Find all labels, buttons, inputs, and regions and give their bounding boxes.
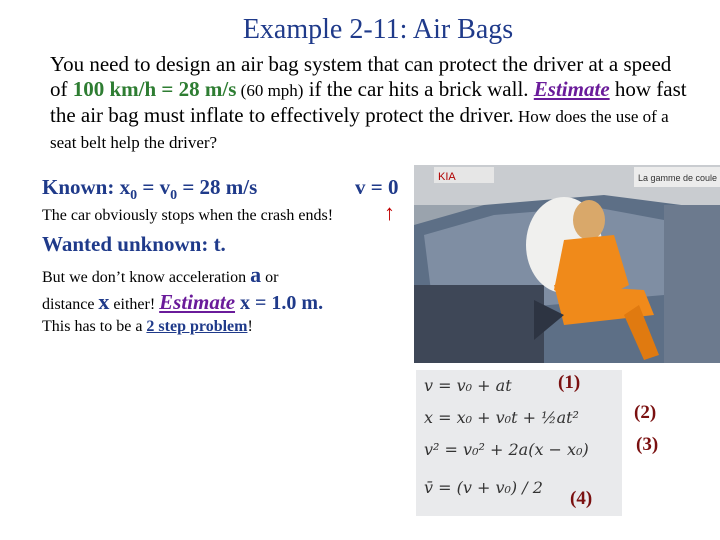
known-line — [42, 175, 257, 204]
estimate-link-2[interactable]: Estimate — [159, 290, 236, 314]
known-sub-v: 0 — [170, 188, 178, 204]
intro-text-1: You need to design an air bag system that can protect the driver at a speed of — [50, 52, 672, 101]
intro-text-3: how fast the air bag must inflate to effectively protect the driver. — [50, 77, 687, 127]
symbol-a: a — [250, 262, 262, 287]
two-step-line — [42, 318, 253, 336]
wanted-line: Wanted unknown: t. — [42, 232, 226, 256]
distance-estimate: x = 1.0 m. — [235, 292, 324, 314]
known-sub-x: 0 — [130, 188, 138, 204]
kinematics-equations-panel — [416, 370, 659, 516]
crash-test-photo — [414, 165, 720, 363]
estimate-link[interactable]: Estimate — [533, 77, 610, 101]
two-step-link[interactable]: 2 step problem — [146, 318, 248, 335]
line1-post: or — [261, 269, 279, 286]
equation-1: v = v₀ + at — [424, 376, 512, 395]
intro-text-2: if the car hits a brick wall. — [303, 77, 534, 101]
intro-paragraph — [50, 52, 690, 155]
symbol-x: x — [98, 289, 110, 314]
intro-question: How does the use of a seat belt help the driver? — [50, 107, 669, 152]
page-title: Example 2-11: Air Bags — [242, 14, 514, 45]
acceleration-line — [42, 262, 278, 288]
line2-pre: distance — [42, 296, 99, 313]
distance-line — [42, 289, 323, 315]
line1-pre: But we don’t know acceleration — [42, 269, 251, 286]
known-label: Known: x — [42, 175, 131, 199]
equation-4-number: (4) — [570, 488, 593, 509]
line3-post: ! — [247, 318, 253, 335]
known-eq-2: = 28 m/s — [177, 175, 258, 199]
equation-4: v̄ = (v + v₀) / 2 — [424, 478, 543, 497]
equation-3: v² = v₀² + 2a(x − x₀) — [424, 440, 589, 459]
equation-2: x = x₀ + v₀t + ½at² — [424, 408, 579, 427]
mph-value: (60 mph) — [236, 81, 304, 100]
equation-2-number: (2) — [634, 402, 657, 423]
stop-text: The car obviously stops when the crash ends! — [42, 207, 334, 224]
sign-left: KIA — [438, 171, 456, 183]
equation-1-number: (1) — [558, 372, 581, 393]
equation-3-number: (3) — [636, 434, 659, 455]
up-arrow-icon: ↑ — [384, 200, 395, 225]
known-eq-1: = v — [137, 175, 171, 199]
line2-mid: either! — [109, 296, 160, 313]
final-velocity: v = 0 — [355, 175, 399, 199]
speed-value: 100 km/h = 28 m/s — [72, 77, 237, 101]
line3-pre: This has to be a — [42, 318, 147, 335]
sign-right: La gamme de coule — [638, 173, 718, 183]
